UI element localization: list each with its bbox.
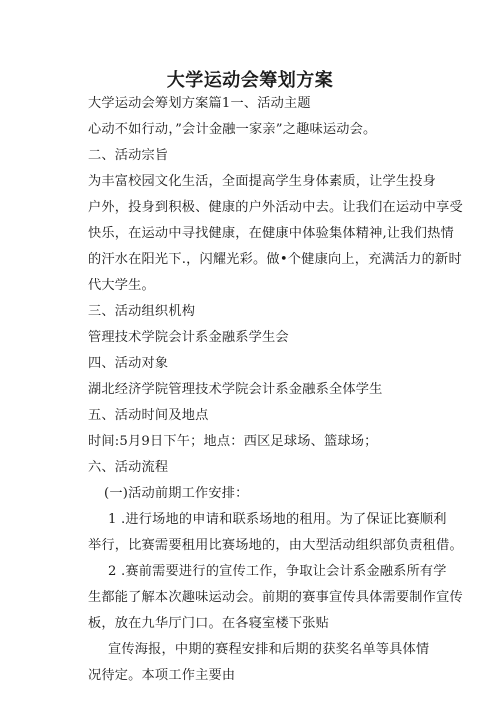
paragraph-line: 1 .进行场地的申请和联系场地的租用。为了保证比赛顺利 <box>108 512 447 527</box>
paragraph-line: 2 .赛前需要进行的宣传工作，争取让会计系金融系所有学 <box>108 564 447 579</box>
heading-section-1: 大学运动会筹划方案篇1一、活动主题 <box>88 96 311 111</box>
heading-section-3: 三、活动组织机构 <box>88 304 196 319</box>
heading-section-2: 二、活动宗旨 <box>88 148 169 163</box>
paragraph-line: 况待定。本项工作主要由 <box>88 668 236 683</box>
paragraph-line: 的汗水在阳光下.，闪耀光彩。做•个健康向上，充满活力的新时 <box>88 252 462 267</box>
paragraph-line: 为丰富校园文化生活，全面提高学生身体素质，让学生投身 <box>88 174 437 189</box>
paragraph-line: 板，放在九华厅门口。在各寝室楼下张贴 <box>88 616 329 631</box>
paragraph-line: 生都能了解本次趣味运动会。前期的赛事宣传具体需要制作宣传 <box>88 590 463 605</box>
paragraph-line: 户外，投身到积极、健康的户外活动中去。让我们在运动中享受 <box>88 200 463 215</box>
paragraph-line: 举行，比赛需要租用比赛场地的，由大型活动组织部负责租借。 <box>88 538 463 553</box>
subheading: (一)活动前期工作安排： <box>104 486 249 501</box>
heading-section-5: 五、活动时间及地点 <box>88 408 209 423</box>
paragraph-line: 湖北经济学院管理技术学院会计系金融系全体学生 <box>88 382 383 397</box>
paragraph-line: 宣传海报，中期的赛程安排和后期的获奖名单等具体情 <box>108 642 430 657</box>
paragraph-line: 时间:5月9日下午；地点：西区足球场、篮球场； <box>88 434 378 449</box>
heading-section-6: 六、活动流程 <box>88 460 169 475</box>
document-title: 大学运动会筹划方案 <box>166 70 334 91</box>
heading-section-4: 四、活动对象 <box>88 356 169 371</box>
paragraph-line: 心动不如行动，”会计金融一家亲”之趣味运动会。 <box>88 122 377 137</box>
paragraph-line: 快乐，在运动中寻找健康，在健康中体验集体精神,让我们热情 <box>88 226 454 241</box>
paragraph-line: 管理技术学院会计系金融系学生会 <box>88 330 289 345</box>
paragraph-line: 代大学生。 <box>88 278 155 293</box>
